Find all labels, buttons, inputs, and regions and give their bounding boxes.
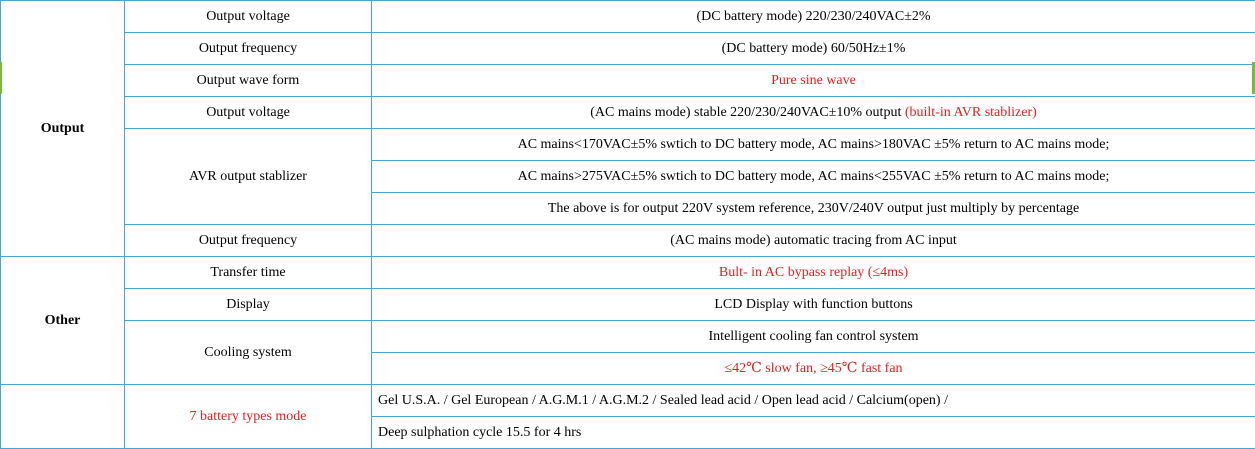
param-value: Intelligent cooling fan control system (372, 321, 1255, 353)
param-value: (AC mains mode) automatic tracing from AC input (372, 225, 1255, 257)
left-edge-marker (0, 62, 2, 94)
param-value-highlight: ≤42℃ slow fan, ≥45℃ fast fan (372, 353, 1255, 385)
param-value: (DC battery mode) 60/50Hz±1% (372, 33, 1255, 65)
table-row (1, 129, 1255, 161)
param-value: Gel U.S.A. / Gel European / A.G.M.1 / A.G.M.2 / Sealed lead acid / Open lead acid / Calcium(open) / (372, 385, 1255, 417)
param-value-highlight: Pure sine wave (372, 65, 1255, 97)
param-label: Output frequency (125, 33, 372, 65)
param-value: AC mains>275VAC±5% swtich to DC battery mode, AC mains<255VAC ±5% return to AC mains mode; (372, 161, 1255, 193)
param-value-text: (AC mains mode) stable 220/230/240VAC±10% output (590, 105, 905, 120)
table-row (1, 1, 1255, 33)
table-row (1, 225, 1255, 257)
param-value: The above is for output 220V system reference, 230V/240V output just multiply by percentage (372, 193, 1255, 225)
section-label-other: Other (1, 257, 125, 385)
param-label: Display (125, 289, 372, 321)
param-label: Cooling system (125, 321, 372, 385)
param-label: Transfer time (125, 257, 372, 289)
param-label: Output voltage (125, 97, 372, 129)
param-value (372, 97, 1255, 129)
section-label-battery (1, 385, 125, 449)
param-value: LCD Display with function buttons (372, 289, 1255, 321)
table-row (1, 257, 1255, 289)
section-label-output: Output (1, 1, 125, 257)
table-row (1, 65, 1255, 97)
param-value: (DC battery mode) 220/230/240VAC±2% (372, 1, 1255, 33)
param-label: Output voltage (125, 1, 372, 33)
table-row (1, 289, 1255, 321)
param-value: Deep sulphation cycle 15.5 for 4 hrs (372, 417, 1255, 449)
param-label: Output frequency (125, 225, 372, 257)
param-value-highlight: Bult- in AC bypass replay (≤4ms) (372, 257, 1255, 289)
table-row (1, 33, 1255, 65)
param-value: AC mains<170VAC±5% swtich to DC battery mode, AC mains>180VAC ±5% return to AC mains mode; (372, 129, 1255, 161)
table-row (1, 321, 1255, 353)
param-label: Output wave form (125, 65, 372, 97)
table-row (1, 385, 1255, 417)
param-label: AVR output stablizer (125, 129, 372, 225)
param-value-highlight: (built-in AVR stablizer) (905, 105, 1037, 120)
table-row (1, 97, 1255, 129)
param-label-highlight: 7 battery types mode (125, 385, 372, 449)
